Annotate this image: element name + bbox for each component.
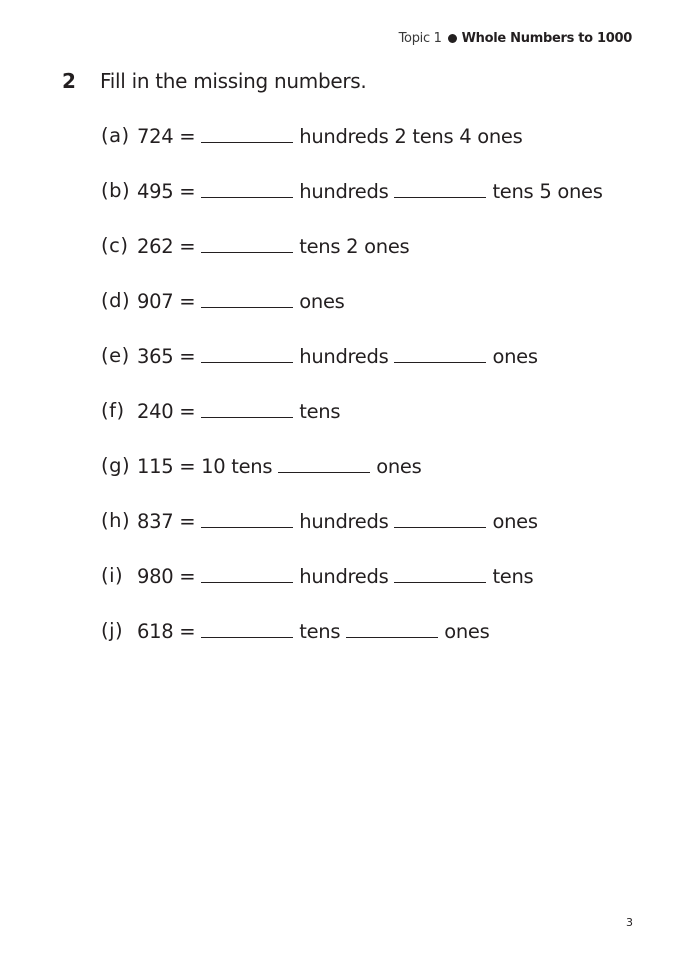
exercise-list: [101, 124, 661, 674]
equation-text: tens: [299, 400, 341, 423]
item-equation: [137, 454, 421, 478]
equation-text: 724 =: [137, 125, 196, 148]
answer-blank[interactable]: [278, 454, 370, 473]
item-label: (b): [101, 179, 131, 202]
equation-text: 980 =: [137, 565, 196, 588]
answer-blank[interactable]: [201, 509, 293, 528]
item-equation: [137, 509, 538, 533]
equation-text: hundreds 2 tens 4 ones: [299, 125, 523, 148]
answer-blank[interactable]: [201, 234, 293, 253]
equation-text: 837 =: [137, 510, 196, 533]
item-equation: [137, 289, 345, 313]
equation-text: hundreds: [299, 565, 389, 588]
equation-text: ones: [492, 510, 538, 533]
equation-text: 618 =: [137, 620, 196, 643]
equation-text: 115 = 10 tens: [137, 455, 273, 478]
exercise-item: [101, 124, 661, 179]
equation-text: 365 =: [137, 345, 196, 368]
equation-text: 907 =: [137, 290, 196, 313]
question-number: 2: [62, 69, 76, 93]
equation-text: ones: [376, 455, 422, 478]
exercise-item: [101, 509, 661, 564]
exercise-item: [101, 619, 661, 674]
item-equation: [137, 399, 340, 423]
answer-blank[interactable]: [346, 619, 438, 638]
answer-blank[interactable]: [201, 179, 293, 198]
exercise-item: [101, 344, 661, 399]
equation-text: ones: [299, 290, 345, 313]
item-label: (e): [101, 344, 130, 367]
item-equation: [137, 124, 522, 148]
item-label: (h): [101, 509, 131, 532]
item-label: (c): [101, 234, 129, 257]
page-number: 3: [626, 916, 633, 929]
equation-text: 495 =: [137, 180, 196, 203]
topic-title: Whole Numbers to 1000: [461, 31, 632, 46]
answer-blank[interactable]: [201, 289, 293, 308]
item-equation: [137, 179, 603, 203]
equation-text: hundreds: [299, 510, 389, 533]
exercise-item: [101, 234, 661, 289]
exercise-item: [101, 289, 661, 344]
item-label: (f): [101, 399, 125, 422]
answer-blank[interactable]: [201, 124, 293, 143]
equation-text: 262 =: [137, 235, 196, 258]
equation-text: ones: [444, 620, 490, 643]
exercise-item: [101, 564, 661, 619]
answer-blank[interactable]: [201, 564, 293, 583]
answer-blank[interactable]: [394, 564, 486, 583]
answer-blank[interactable]: [394, 509, 486, 528]
answer-blank[interactable]: [201, 619, 293, 638]
exercise-item: [101, 399, 661, 454]
equation-text: ones: [492, 345, 538, 368]
equation-text: 240 =: [137, 400, 196, 423]
item-equation: [137, 234, 409, 258]
topic-label: Topic 1: [398, 31, 442, 46]
answer-blank[interactable]: [201, 344, 293, 363]
answer-blank[interactable]: [201, 399, 293, 418]
answer-blank[interactable]: [394, 344, 486, 363]
running-header: [399, 31, 632, 46]
equation-text: tens: [492, 565, 534, 588]
item-label: (j): [101, 619, 124, 642]
equation-text: tens 5 ones: [492, 180, 603, 203]
bullet-dot-icon: [448, 34, 457, 43]
exercise-item: [101, 454, 661, 509]
equation-text: tens: [299, 620, 341, 643]
equation-text: hundreds: [299, 180, 389, 203]
exercise-item: [101, 179, 661, 234]
item-label: (i): [101, 564, 124, 587]
item-label: (a): [101, 124, 130, 147]
equation-text: hundreds: [299, 345, 389, 368]
equation-text: tens 2 ones: [299, 235, 410, 258]
item-label: (g): [101, 454, 131, 477]
answer-blank[interactable]: [394, 179, 486, 198]
item-label: (d): [101, 289, 131, 312]
item-equation: [137, 619, 489, 643]
item-equation: [137, 564, 533, 588]
question-heading: [62, 69, 366, 93]
item-equation: [137, 344, 538, 368]
question-instruction: Fill in the missing numbers.: [100, 69, 367, 93]
